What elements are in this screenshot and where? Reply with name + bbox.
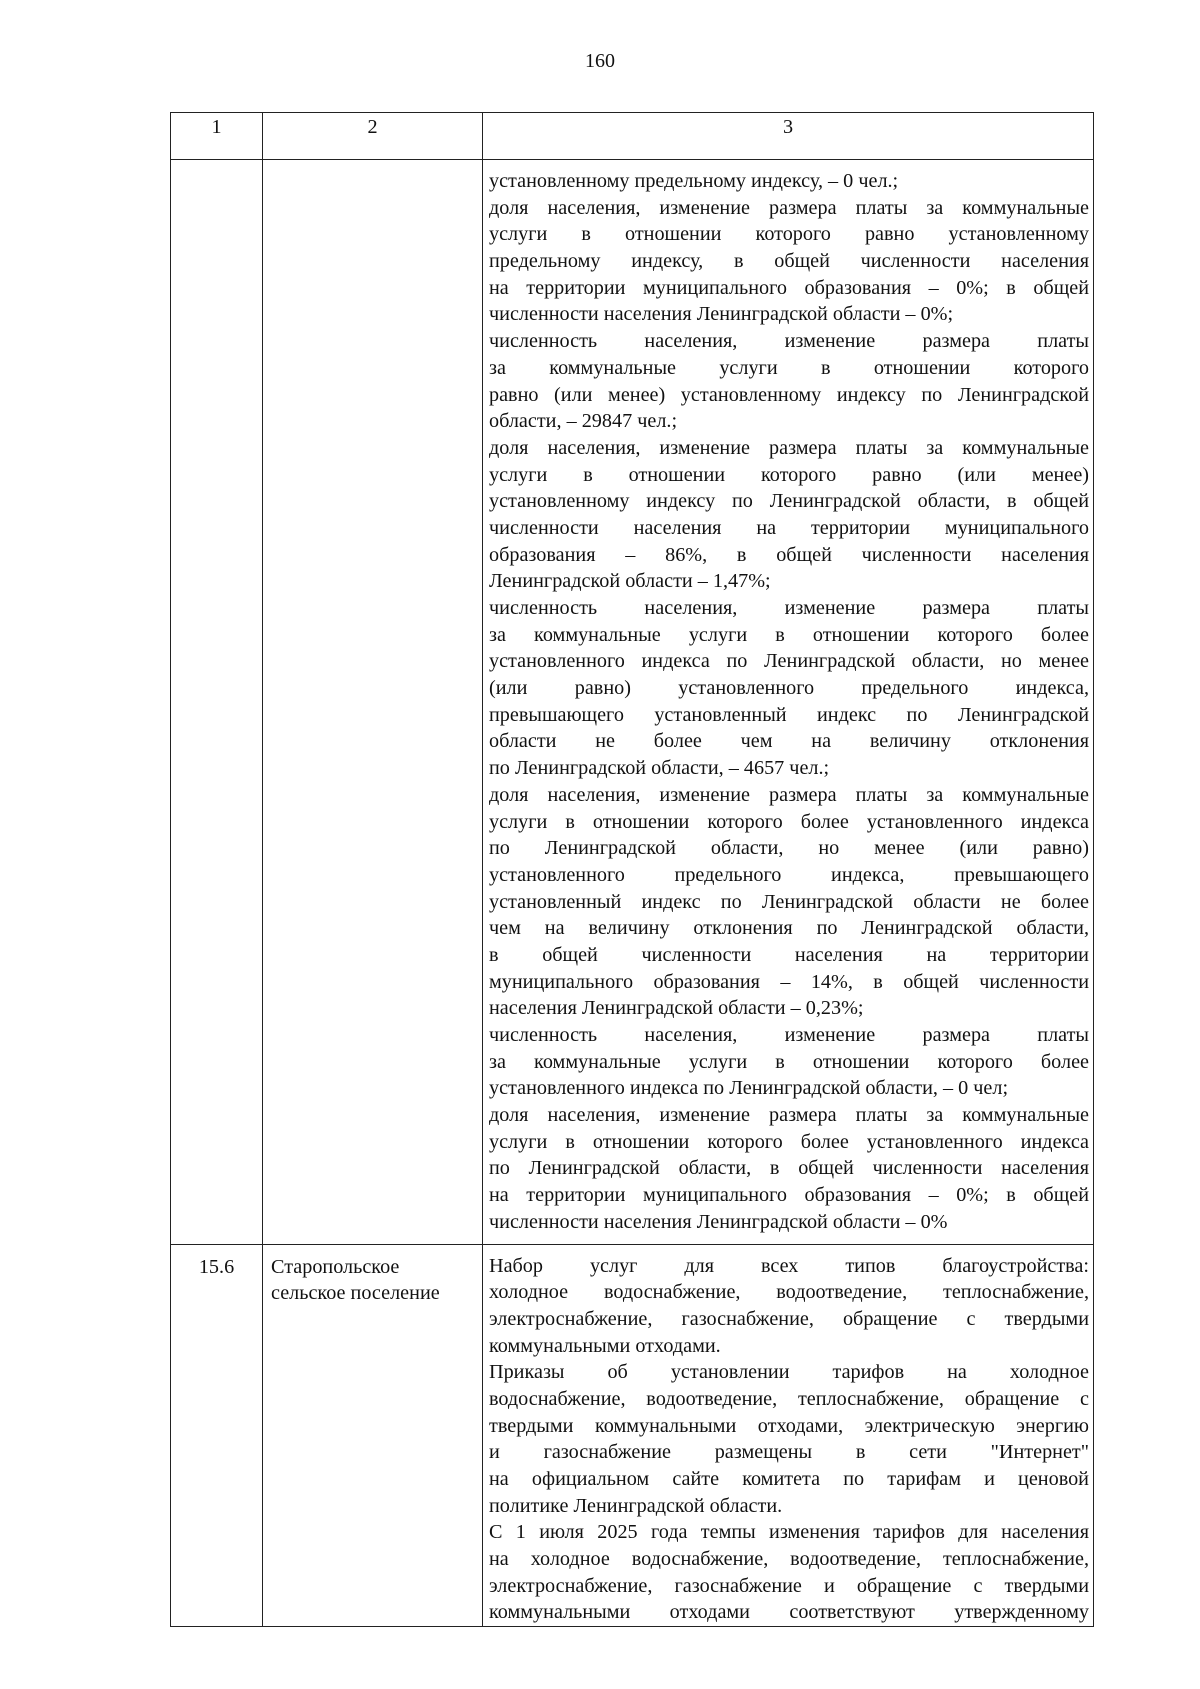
text-line: муниципального образования – 14%, в общей численности — [489, 970, 1089, 993]
text-line: чем на величину отклонения по Ленинградской области, — [489, 917, 1089, 940]
text-line: по Ленинградской области, но менее (или равно) — [489, 837, 1089, 860]
text-line: доля населения, изменение размера платы за коммунальные — [489, 783, 1089, 806]
text-line: установленного предельного индекса, превышающего — [489, 863, 1089, 886]
text-line: услуги в отношении которого равно установленному — [489, 223, 1089, 246]
text-line: электроснабжение, газоснабжение, обращение с твердыми — [489, 1307, 1089, 1330]
settlement-name-cell — [263, 1244, 483, 1627]
text-line: Набор услуг для всех типов благоустройства: — [489, 1254, 1089, 1277]
document-table — [170, 112, 1094, 1627]
text-line: установленный индекс по Ленинградской области не более — [489, 890, 1089, 913]
table-header-row — [171, 113, 1094, 160]
description-cell — [483, 1244, 1094, 1627]
description-cell — [483, 160, 1094, 1245]
text-line: С 1 июля 2025 года темпы изменения тарифов для населения — [489, 1521, 1089, 1544]
text-line: численность населения, изменение размера платы — [489, 330, 1089, 353]
text-line: за коммунальные услуги в отношении которого — [489, 356, 1089, 379]
text-line: численность населения, изменение размера платы — [489, 1024, 1089, 1046]
text-line: на территории муниципального образования – 0%; в общей — [489, 276, 1089, 299]
text-line: области не более чем на величину отклонения — [489, 730, 1089, 753]
text-line: водоснабжение, водоотведение, теплоснабжение, обращение с — [489, 1387, 1089, 1410]
text-line: доля населения, изменение размера платы за коммунальные — [489, 436, 1089, 459]
text-line: (или равно) установленного предельного индекса, — [489, 677, 1089, 700]
text-line: на официальном сайте комитета по тарифам и ценовой — [489, 1468, 1089, 1490]
text-line: на холодное водоснабжение, водоотведение, теплоснабжение, — [489, 1548, 1089, 1571]
text-line: по Ленинградской области, в общей численности населения — [489, 1157, 1089, 1180]
text-line: установленному предельному индексу, – 0 чел.; — [489, 170, 899, 192]
text-line: коммунальными отходами соответствуют утвержденному — [489, 1601, 1089, 1624]
text-line: Ленинградской области – 1,47%; — [489, 570, 771, 593]
page-number: 160 — [585, 50, 615, 72]
row-number-cell — [171, 160, 263, 1245]
text-line: услуги в отношении которого более установленного индекса — [489, 810, 1089, 833]
text-line: твердыми коммунальными отходами, электрическую энергию — [489, 1414, 1089, 1437]
text-line: численности населения Ленинградской области – 0%; — [489, 303, 954, 326]
text-line: численности населения Ленинградской области – 0% — [489, 1210, 948, 1233]
row-number-cell: 15.6 — [171, 1244, 263, 1627]
text-line: равно (или менее) установленному индексу по Ленинградской — [489, 383, 1089, 406]
text-line: образования – 86%, в общей численности населения — [489, 543, 1089, 566]
settlement-name-cell — [263, 160, 483, 1245]
text-line: коммунальными отходами. — [489, 1334, 721, 1357]
text-line: доля населения, изменение размера платы за коммунальные — [489, 196, 1089, 219]
text-line: установленному индексу по Ленинградской области, в общей — [489, 490, 1089, 513]
text-line: населения Ленинградской области – 0,23%; — [489, 997, 864, 1020]
text-line: и газоснабжение размещены в сети "Интернет" — [489, 1441, 1089, 1464]
text-line: за коммунальные услуги в отношении которого более — [489, 623, 1089, 646]
text-line: установленного индекса по Ленинградской области, но менее — [489, 650, 1089, 673]
header-col-2: 2 — [263, 113, 483, 160]
text-line: холодное водоснабжение, водоотведение, теплоснабжение, — [489, 1281, 1089, 1304]
text-line: Приказы об установлении тарифов на холодное — [489, 1361, 1089, 1384]
header-col-1: 1 — [171, 113, 263, 160]
settlement-name-line: Старопольское — [271, 1255, 400, 1278]
table-row-15-6 — [171, 1244, 1094, 1627]
text-line: по Ленинградской области, – 4657 чел.; — [489, 757, 830, 780]
settlement-name-line: сельское поселение — [271, 1282, 440, 1305]
text-line: услуги в отношении которого более установленного индекса — [489, 1130, 1089, 1153]
text-line: электроснабжение, газоснабжение и обращение с твердыми — [489, 1574, 1089, 1597]
text-line: предельному индексу, в общей численности населения — [489, 250, 1089, 273]
table-row-continuation — [171, 160, 1094, 1245]
text-line: доля населения, изменение размера платы за коммунальные — [489, 1104, 1089, 1127]
header-col-3: 3 — [483, 113, 1094, 160]
text-line: численности населения на территории муниципального — [489, 516, 1089, 539]
text-line: на территории муниципального образования – 0%; в общей — [489, 1184, 1089, 1207]
text-line: превышающего установленный индекс по Ленинградской — [489, 703, 1089, 726]
text-line: установленного индекса по Ленинградской области, – 0 чел; — [489, 1077, 1009, 1100]
text-line: численность населения, изменение размера платы — [489, 597, 1089, 619]
text-line: в общей численности населения на территории — [489, 943, 1089, 966]
text-line: за коммунальные услуги в отношении которого более — [489, 1050, 1089, 1073]
text-line: области, – 29847 чел.; — [489, 410, 678, 433]
text-line: политике Ленинградской области. — [489, 1494, 783, 1517]
text-line: услуги в отношении которого равно (или менее) — [489, 463, 1089, 486]
